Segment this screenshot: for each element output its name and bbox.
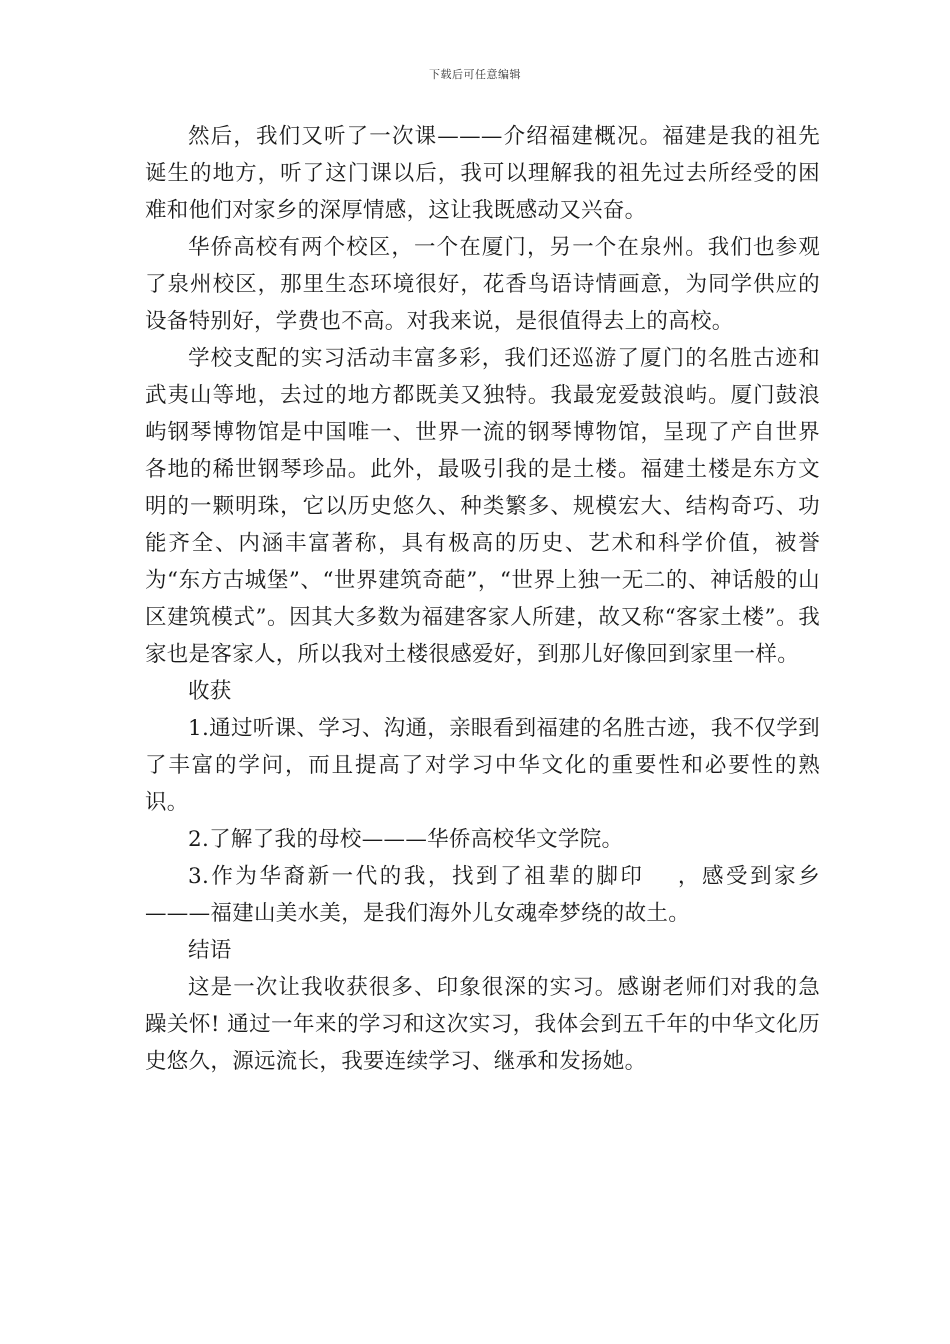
paragraph-course-intro: 然后，我们又听了一次课———介绍福建概况。福建是我的祖先诞生的地方，听了这门课以后，我可以理解我的祖先过去所经受的困难和他们对家乡的深厚情感，这让我既感动又兴奋。 — [145, 124, 820, 223]
paragraph-conclusion: 这是一次让我收获很多、印象很深的实习。感谢老师们对我的急躁关怀! 通过一年来的学习和这次实习，我体会到五千年的中华文化历史悠久，源远流长，我要连续学习、继承和发扬她。 — [145, 975, 820, 1074]
paragraph-activities: 学校支配的实习活动丰富多彩，我们还巡游了厦门的名胜古迹和武夷山等地，去过的地方都既美又独特。我最宠爱鼓浪屿。厦门鼓浪屿钢琴博物馆是中国唯一、世界一流的钢琴博物馆，呈现了产自世界各地的稀世钢琴珍品。此外，最吸引我的是土楼。福建土楼是东方文明的一颗明珠，它以历史悠久、种类繁多、规模宏大、结构奇巧、功能齐全、内涵丰富著称，具有极高的历史、艺术和科学价值，被誉为“东方古城堡”、“世界建筑奇葩”，“世界上独一无二的、神话般的山区建筑模式”。因其大多数为福建客家人所建，故又称“客家土楼”。我家也是客家人，所以我对土楼很感爱好，到那儿好像回到家里一样。 — [145, 346, 820, 667]
section-heading-gains: 收获 — [188, 679, 232, 704]
section-heading-conclusion: 结语 — [188, 938, 232, 963]
paragraph-gain-1: 1.通过听课、学习、沟通，亲眼看到福建的名胜古迹，我不仅学到了丰富的学问，而且提高了对学习中华文化的重要性和必要性的熟识。 — [145, 716, 820, 815]
page-header: 下载后可任意编辑 — [429, 68, 521, 81]
document-body — [145, 118, 820, 1080]
paragraph-campus: 华侨高校有两个校区，一个在厦门，另一个在泉州。我们也参观了泉州校区，那里生态环境很好，花香鸟语诗情画意，为同学供应的设备特别好，学费也不高。对我来说，是很值得去上的高校。 — [145, 235, 820, 334]
paragraph-gain-3: 3.作为华裔新一代的我，找到了祖辈的脚印 ，感受到家乡———福建山美水美，是我们海外儿女魂牵梦绕的故土。 — [145, 864, 820, 926]
paragraph-gain-2: 2.了解了我的母校———华侨高校华文学院。 — [188, 827, 624, 852]
